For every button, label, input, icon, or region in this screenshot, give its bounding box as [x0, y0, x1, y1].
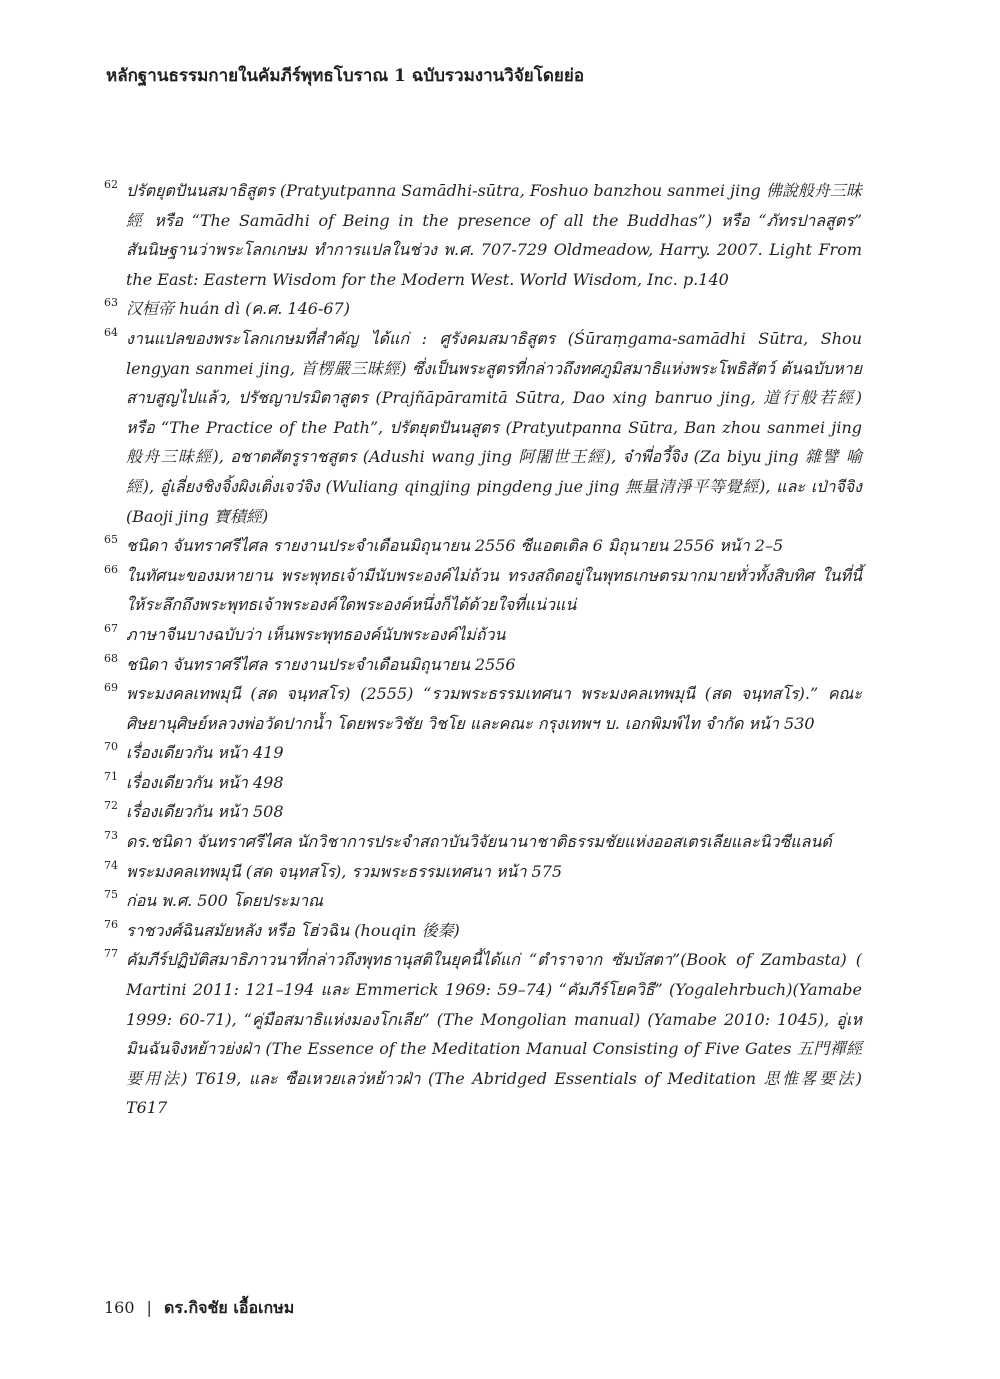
footnote	[104, 916, 862, 946]
footnote	[104, 650, 862, 680]
footnote-number: 67	[104, 621, 118, 635]
footnote-text: ดร.ชนิดา จันทราศรีไศล นักวิชาการประจำสถาบันวิจัยนานาชาติธรรมชัยแห่งออสเตรเลียและนิวซีแลนด์	[126, 832, 832, 852]
footnote-text: ก่อน พ.ศ. 500 โดยประมาณ	[126, 891, 323, 911]
footnote	[104, 768, 862, 798]
author-name: ดร.กิจชัย เอื้อเกษม	[163, 1298, 295, 1317]
footnote-number: 63	[104, 296, 118, 310]
footnote	[104, 857, 862, 887]
footnote	[104, 561, 862, 620]
footnote-number: 69	[104, 681, 118, 695]
footnote-text: คัมภีร์ปฏิบัติสมาธิภาวนาที่กล่าวถึงพุทธานุสติในยุคนี้ได้แก่ “ตำราจาก ซัมบัสตา”(Book of Zambasta) ( Martini 2011: 121–194 และ Emmerick 1969: 59–74) “คัมภีร์โยควิธี” (Yogalehrbuch)(Yamabe 1999: 60-71), “คู่มือสมาธิแห่งมองโกเลีย” (The Mongolian manual) (Yamabe 2010: 1045), อู่เหมินฉันจิงหย้าวย่งฝ่า (The Essence of the Meditation Manual Consisting of Five Gates 五門禪經要用法) T619, และ ซือเหวยเลว่หย้าวฝ่า (The Abridged Essentials of Meditation 思惟畧要法) T617	[126, 950, 862, 1118]
footnote-number: 71	[104, 769, 118, 783]
footnote-text: ปรัตยุตปันนสมาธิสูตร (Pratyutpanna Samādhi-sūtra, Foshuo banzhou sanmei jing 佛說般舟三昧經 หรือ “The Samādhi of Being in the presence of all the Buddhas”) หรือ “ภัทรปาลสูตร” สันนิษฐานว่าพระโลกเกษม ทำการแปลในช่วง พ.ศ. 707-729 Oldmeadow, Harry. 2007. Light From the East: Eastern Wisdom for the Modern West. World Wisdom, Inc. p.140	[126, 181, 862, 289]
footnotes-list	[104, 176, 862, 1123]
footnote	[104, 294, 862, 324]
footnote-number: 62	[104, 178, 118, 191]
footnote-text: เรื่องเดียวกัน หน้า 419	[126, 743, 284, 763]
footnote-text: ในทัศนะของมหายาน พระพุทธเจ้ามีนับพระองค์ไม่ถ้วน ทรงสถิตอยู่ในพุทธเกษตรมากมายทั่วทั้งสิบทิศ ในที่นี้ให้ระลึกถึงพระพุทธเจ้าพระองค์ใดพระองค์หนึ่งก็ได้ด้วยใจที่แน่วแน่	[126, 565, 862, 615]
footnote-text: 汉桓帝 huán dì (ค.ศ. 146-67)	[126, 299, 350, 319]
footnote-number: 66	[104, 562, 118, 576]
footnote-number: 73	[104, 829, 118, 843]
footnote	[104, 886, 862, 916]
footnote	[104, 531, 862, 561]
footnote	[104, 738, 862, 768]
footnote-text: พระมงคลเทพมุนี (สด จนฺทสโร) (2555) “รวมพระธรรมเทศนา พระมงคลเทพมุนี (สด จนฺทสโร).” คณะศิษยานุศิษย์หลวงพ่อวัดปากน้ำ โดยพระวิชัย วิชโย และคณะ กรุงเทพฯ บ. เอกพิมพ์ไท จำกัด หน้า 530	[126, 684, 862, 733]
footnote-text: งานแปลของพระโลกเกษมที่สำคัญ ได้แก่ : ศูรังคมสมาธิสูตร (Śūraṃgama-samādhi Sūtra, Shou lengyan sanmei jing, 首楞嚴三昧經) ซึ่งเป็นพระสูตรที่กล่าวถึงทศภูมิสมาธิแห่งพระโพธิสัตว์ ต้นฉบับหายสาบสูญไปแล้ว, ปรัชญาปรมิตาสูตร (Prajñāpāramitā Sūtra, Dao xing banruo jing, 道行般若經) หรือ “The Practice of the Path”, ปรัตยุตปันนสูตร (Pratyutpanna Sūtra, Ban zhou sanmei jing 般舟三昧經), อชาตศัตรูราชสูตร (Adushi wang jing 阿闍世王經), จ๋าพี่อวี้จิง (Za biyu jing 雜譬 喻 經), อู๋เลี่ยงชิงจิ้งผิงเติ่งเจว๋จิง (Wuliang qingjing pingdeng jue jing 無量清淨平等覺經), และ เป่าจีจิง (Baoji jing 寶積經)	[126, 328, 862, 526]
footnote-number: 74	[104, 858, 118, 872]
footnote-text: เรื่องเดียวกัน หน้า 508	[126, 802, 284, 822]
footnote-number: 77	[104, 947, 118, 961]
footnote-number: 76	[104, 917, 118, 931]
footnote-number: 70	[104, 740, 118, 754]
footnote-text: พระมงคลเทพมุนี (สด จนฺทสโร), รวมพระธรรมเทศนา หน้า 575	[126, 861, 563, 881]
footnote	[104, 679, 862, 738]
page-footer	[104, 1296, 294, 1321]
running-header: หลักฐานธรรมกายในคัมภีร์พุทธโบราณ 1 ฉบับรวมงานวิจัยโดยย่อ	[106, 66, 585, 86]
footnote-text: ชนิดา จันทราศรีไศล รายงานประจำเดือนมิถุนายน 2556 ซีแอตเติล 6 มิถุนายน 2556 หน้า 2–5	[126, 536, 784, 556]
footnote-text: เรื่องเดียวกัน หน้า 498	[126, 772, 284, 792]
footnote-number: 72	[104, 799, 118, 813]
footnote-number: 75	[104, 888, 118, 902]
footnote-number: 64	[104, 325, 118, 339]
footnote-number: 68	[104, 651, 118, 665]
footnote	[104, 620, 862, 650]
footnote-number: 65	[104, 533, 118, 547]
footnote	[104, 945, 862, 1123]
footnote	[104, 827, 862, 857]
footer-separator: |	[146, 1298, 152, 1317]
footnote-text: ภาษาจีนบางฉบับว่า เห็นพระพุทธองค์นับพระองค์ไม่ถ้วน	[126, 624, 506, 644]
footnote	[104, 324, 862, 531]
footnote-text: ราชวงศ์ฉินสมัยหลัง หรือ โฮ่วฉิน (houqin 後秦)	[126, 920, 460, 940]
footnote	[104, 797, 862, 827]
footnote-text: ชนิดา จันทราศรีไศล รายงานประจำเดือนมิถุนายน 2556	[126, 654, 516, 674]
page-number: 160	[104, 1298, 135, 1317]
footnote	[104, 176, 862, 294]
